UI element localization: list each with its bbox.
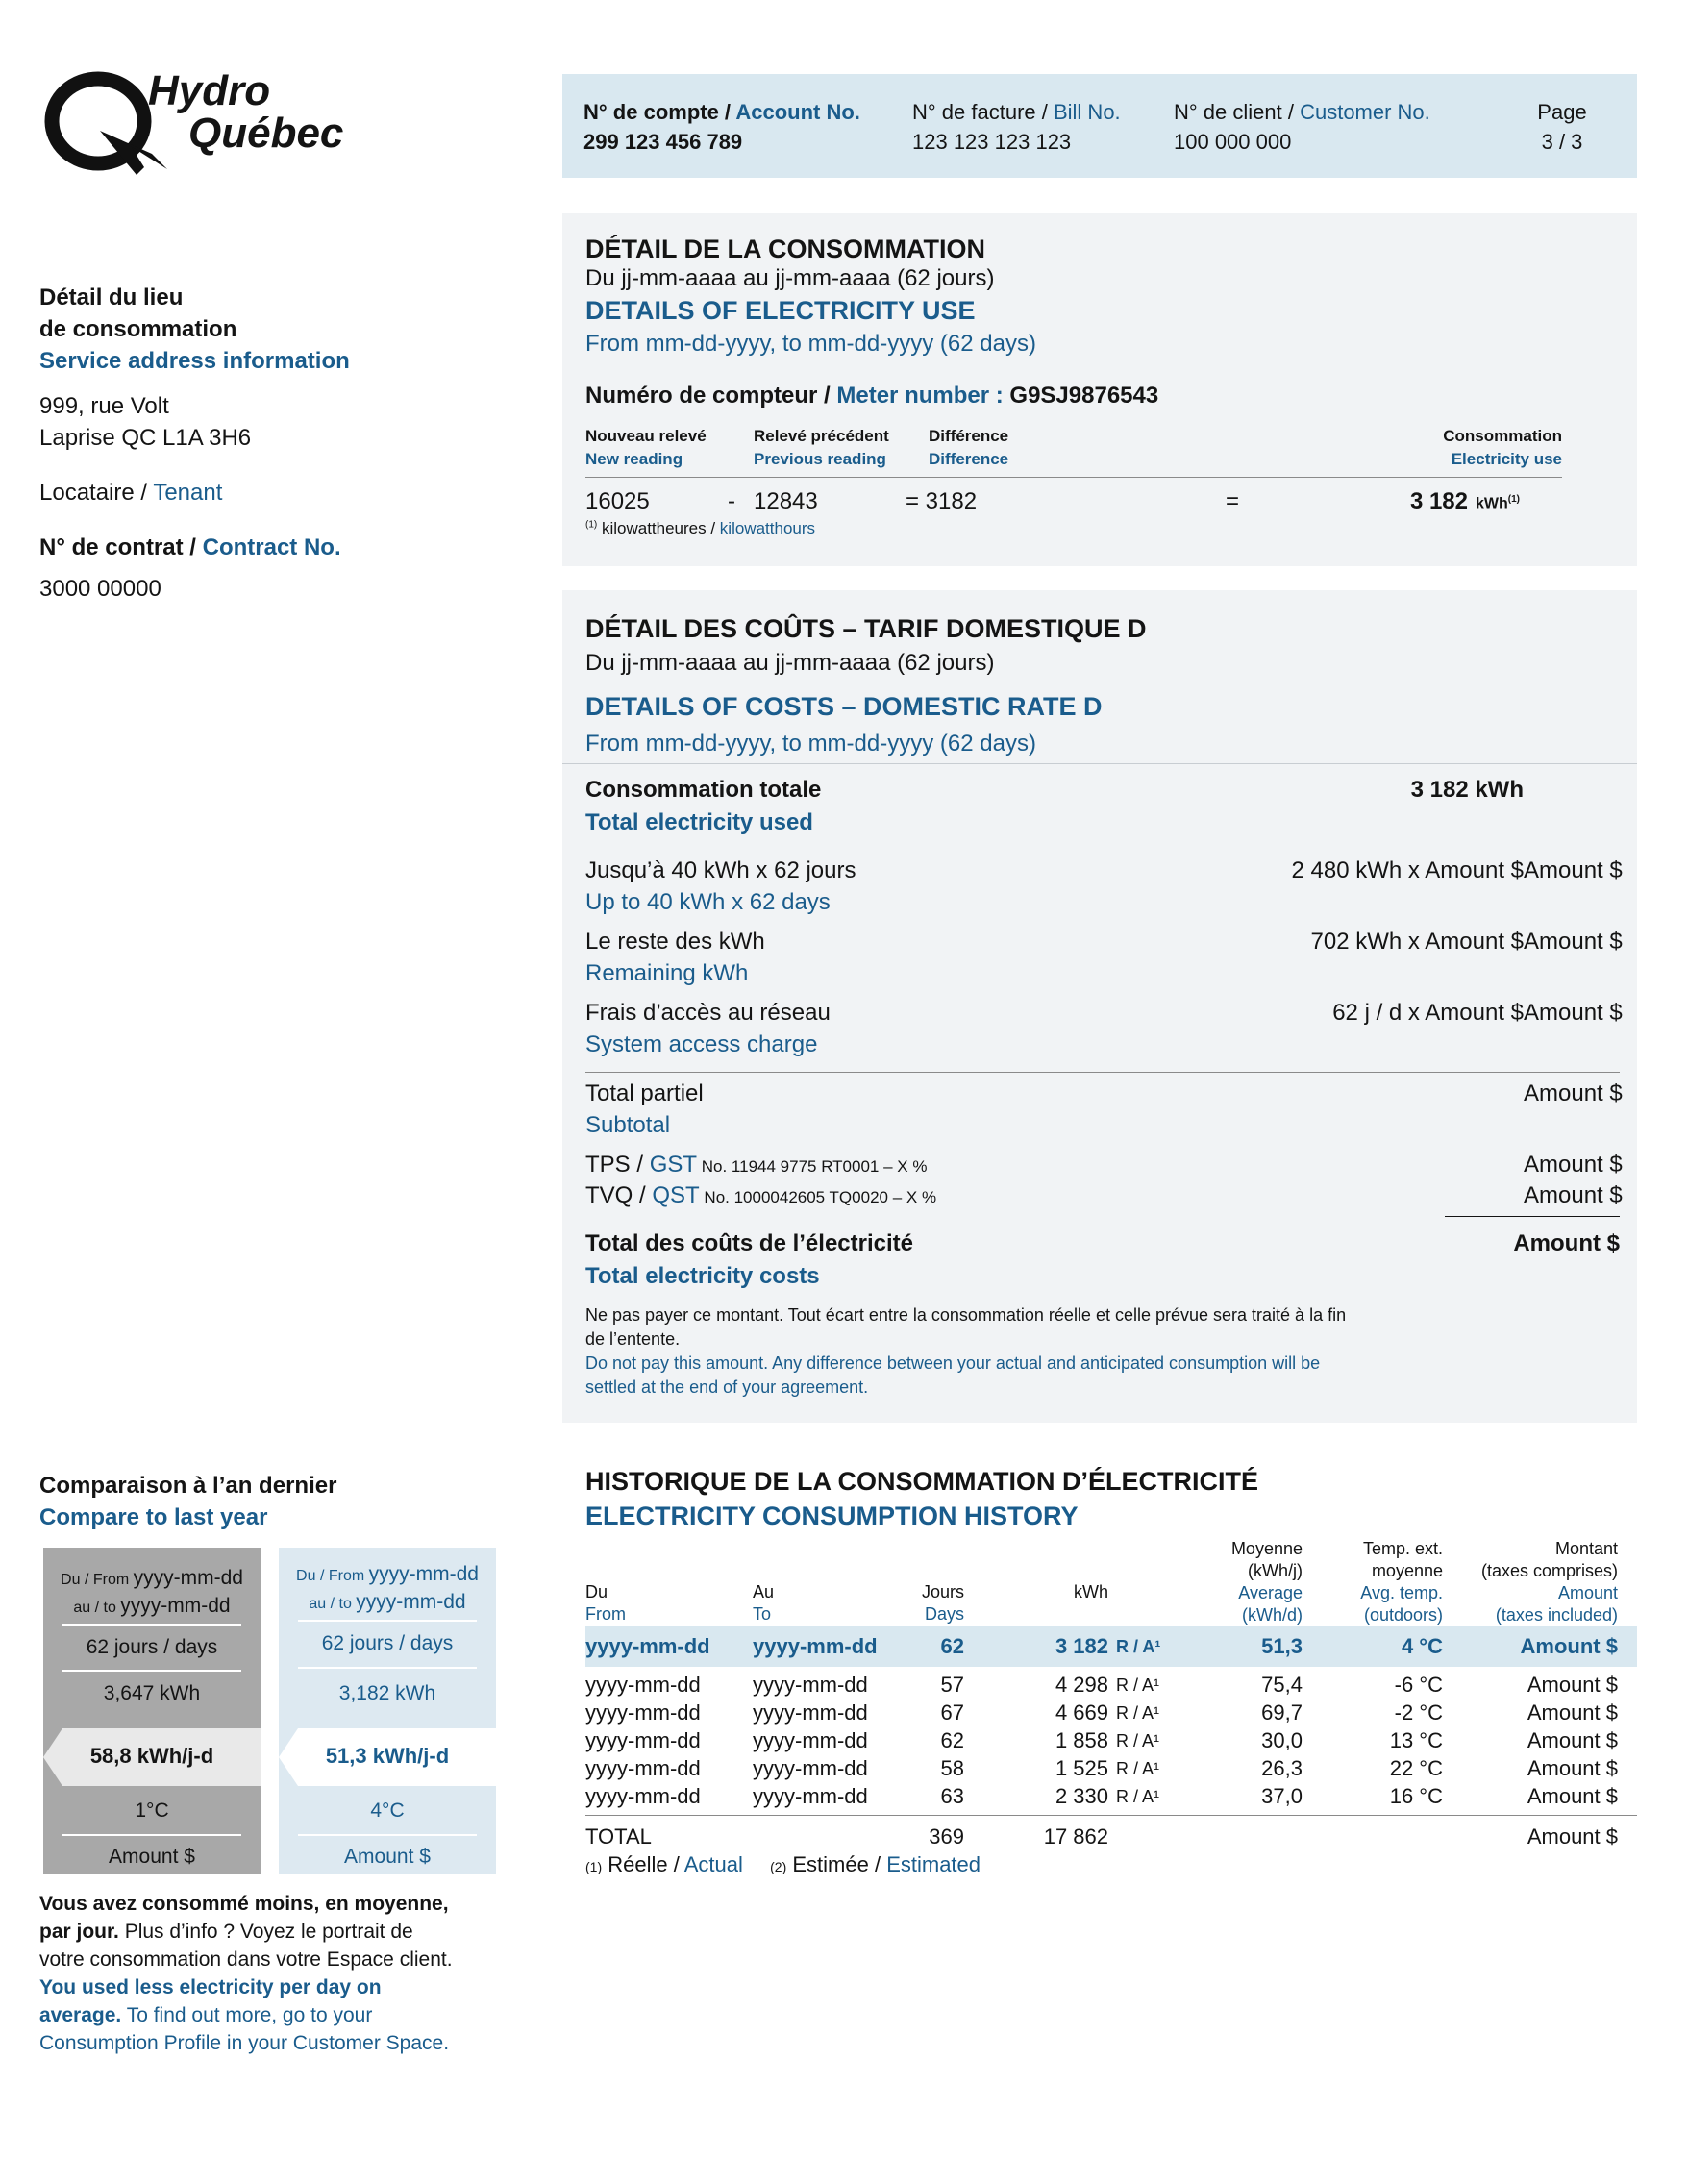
- difference-value: = 3182: [906, 488, 978, 514]
- compare-message: [39, 1890, 453, 2057]
- col-previous-reading-en: Previous reading: [754, 450, 886, 468]
- compare-title: [39, 1470, 336, 1533]
- gst-label-fr: TPS /: [585, 1152, 650, 1178]
- cost-row-3-calc: 62 j / d x Amount $: [1332, 1000, 1524, 1026]
- row-days: 62: [940, 1728, 964, 1752]
- row-to: yyyy-mm-dd: [753, 1673, 868, 1697]
- row-temp: -2 °C: [1394, 1700, 1443, 1725]
- service-title-en: Service address information: [39, 348, 350, 374]
- cost-row-3-en: System access charge: [585, 1031, 818, 1057]
- row-to: yyyy-mm-dd: [753, 1756, 868, 1780]
- qst-label-en: QST: [652, 1182, 700, 1208]
- col-amount: [1451, 1538, 1618, 1626]
- row-from: yyyy-mm-dd: [585, 1784, 701, 1808]
- col-temp-en-1: Avg. temp.: [1360, 1583, 1443, 1602]
- col-days-fr: Jours: [921, 1582, 964, 1601]
- cost-disclaimer: [585, 1303, 1346, 1400]
- total-label: TOTAL: [585, 1824, 652, 1849]
- costs-period-fr: Du jj-mm-aaaa au jj-mm-aaaa (62 jours): [585, 650, 995, 676]
- gst-line: [585, 1152, 927, 1179]
- history-legend: [585, 1852, 981, 1877]
- row-to: yyyy-mm-dd: [753, 1728, 868, 1752]
- row-from: yyyy-mm-dd: [585, 1756, 701, 1780]
- last-period: [43, 1565, 261, 1621]
- gst-label-en: GST: [649, 1152, 698, 1178]
- msg-en-bold-1: You used less electricity per day on: [39, 1976, 382, 1998]
- col-amt-en-2: (taxes included): [1495, 1605, 1618, 1625]
- col-days: [833, 1581, 964, 1626]
- current-days: 62 jours / days: [321, 1632, 454, 1654]
- col-temp-en-2: (outdoors): [1363, 1605, 1443, 1625]
- cost-row-2-fr: Le reste des kWh: [585, 929, 765, 955]
- bill-label-fr: N° de facture /: [912, 100, 1054, 124]
- cost-row-1-amount: Amount $: [1524, 857, 1623, 883]
- col-avg-fr-2: (kWh/j): [1248, 1561, 1303, 1580]
- subtotal-label-fr: Total partiel: [585, 1080, 704, 1106]
- row-amount: Amount $: [1527, 1700, 1618, 1725]
- costs-period-en: From mm-dd-yyyy, to mm-dd-yyyy (62 days): [585, 731, 1036, 757]
- row-ra: R / A¹: [1116, 1787, 1160, 1806]
- last-kwh: 3,647 kWh: [103, 1682, 201, 1704]
- total-days: 369: [929, 1824, 964, 1849]
- row-amount: Amount $: [1527, 1728, 1618, 1752]
- total-divider: [1445, 1216, 1620, 1217]
- row-days: 63: [940, 1784, 964, 1808]
- row-avg: 30,0: [1261, 1728, 1303, 1752]
- contract-label-fr: N° de contrat /: [39, 534, 203, 560]
- col-difference-fr: Différence: [929, 427, 1009, 445]
- current-avg: 51,3: [1261, 1634, 1303, 1658]
- col-amt-fr-1: Montant: [1554, 1539, 1618, 1558]
- col-days-en: Days: [924, 1604, 964, 1624]
- history-current-row: [585, 1626, 1637, 1667]
- subtotal-amount: Amount $: [1524, 1080, 1623, 1106]
- last-days: 62 jours / days: [86, 1636, 218, 1658]
- col-avg-fr-1: Moyenne: [1230, 1539, 1303, 1558]
- disclaimer-en-1: Do not pay this amount. Any difference between your actual and anticipated consumption will be: [585, 1353, 1321, 1373]
- row-avg: 26,3: [1261, 1756, 1303, 1780]
- current-days: 62: [940, 1634, 964, 1658]
- col-to-fr: Au: [753, 1582, 775, 1601]
- current-kwh: 3 182: [1055, 1634, 1108, 1658]
- service-address-section: [39, 282, 350, 605]
- msg-fr-2: Plus d’info ? Voyez le portrait de: [118, 1921, 413, 1943]
- col-amt-fr-2: (taxes comprises): [1480, 1561, 1618, 1580]
- col-from-fr: Du: [585, 1582, 608, 1601]
- cost-row-1-en: Up to 40 kWh x 62 days: [585, 889, 831, 915]
- divider: [62, 1624, 241, 1626]
- col-difference-en: Difference: [929, 450, 1009, 468]
- legend-1-mark: (1): [585, 1859, 603, 1874]
- total-kwh: 17 862: [1043, 1824, 1108, 1849]
- legend-2-fr: Estimée /: [786, 1852, 887, 1876]
- row-kwh: 4 298: [1055, 1673, 1108, 1697]
- meter-table-divider: [585, 477, 1562, 478]
- col-amt-en-1: Amount: [1557, 1583, 1618, 1602]
- total-costs-label-fr: Total des coûts de l’électricité: [585, 1230, 913, 1256]
- qst-number: No. 1000042605 TQ0020 – X %: [699, 1188, 937, 1206]
- row-temp: -6 °C: [1394, 1673, 1443, 1697]
- customer-label-fr: N° de client /: [1174, 100, 1301, 124]
- equals-sign: =: [1226, 488, 1240, 514]
- new-reading-value: 16025: [585, 488, 650, 514]
- address-line-2: Laprise QC L1A 3H6: [39, 425, 252, 451]
- cost-row-3-amount: Amount $: [1524, 1000, 1623, 1026]
- current-from-label: Du / From: [296, 1568, 369, 1584]
- footnote-en: kilowatthours: [719, 519, 816, 537]
- usage-details-panel: [562, 213, 1637, 566]
- qst-label-fr: TVQ /: [585, 1182, 653, 1208]
- current-to-date: yyyy-mm-dd: [356, 1591, 466, 1613]
- history-total-row: [585, 1824, 1637, 1852]
- usage-period-fr: Du jj-mm-aaaa au jj-mm-aaaa (62 jours): [585, 265, 995, 291]
- total-use-value: 3 182 kWh: [1410, 777, 1524, 803]
- consumption-unit: [1476, 494, 1520, 512]
- msg-en-3: Consumption Profile in your Customer Space.: [39, 2032, 450, 2054]
- subtotal-label-en: Subtotal: [585, 1112, 671, 1138]
- row-amount: Amount $: [1527, 1784, 1618, 1808]
- col-previous-reading-fr: Relevé précédent: [754, 427, 889, 445]
- current-ra: R / A¹: [1116, 1637, 1161, 1656]
- previous-reading-value: 12843: [754, 488, 818, 514]
- last-to-date: yyyy-mm-dd: [120, 1595, 231, 1617]
- tenant-label-en: Tenant: [153, 480, 223, 506]
- qst-amount: Amount $: [1524, 1182, 1623, 1208]
- account-number: 299 123 456 789: [583, 130, 743, 154]
- col-avg-en-1: Average: [1238, 1583, 1303, 1602]
- account-header: [562, 74, 1637, 178]
- last-amount: Amount $: [109, 1846, 195, 1868]
- current-from-date: yyyy-mm-dd: [368, 1563, 479, 1585]
- history-title-fr: HISTORIQUE DE LA CONSOMMATION D’ÉLECTRICITÉ: [585, 1467, 1259, 1496]
- msg-en-bold-2: average.: [39, 2004, 122, 2026]
- meter-label-fr: Numéro de compteur /: [585, 383, 837, 409]
- legend-2-en: Estimated: [886, 1852, 981, 1876]
- compare-last-year-column: [43, 1548, 261, 1874]
- row-avg: 75,4: [1261, 1673, 1303, 1697]
- current-amount: Amount $: [344, 1846, 431, 1868]
- unit-note: (1): [1507, 494, 1521, 505]
- history-row: [585, 1784, 1637, 1812]
- customer-number: 100 000 000: [1174, 130, 1292, 154]
- cost-row-1-fr: Jusqu’à 40 kWh x 62 jours: [585, 857, 856, 883]
- col-temperature: [1316, 1538, 1443, 1626]
- history-row: [585, 1673, 1637, 1700]
- row-kwh: 1 858: [1055, 1728, 1108, 1752]
- meter-label-en: Meter number :: [836, 383, 1010, 409]
- bill-number: 123 123 123 123: [912, 130, 1072, 154]
- col-new-reading-fr: Nouveau relevé: [585, 427, 707, 445]
- minus-sign: -: [728, 488, 735, 514]
- divider: [298, 1834, 477, 1836]
- row-ra: R / A¹: [1116, 1703, 1160, 1723]
- col-difference: [929, 425, 1008, 471]
- legend-2-mark: (2): [770, 1859, 787, 1874]
- meter-number: G9SJ9876543: [1009, 383, 1159, 409]
- contract-number: 3000 00000: [39, 576, 161, 602]
- divider: [298, 1667, 477, 1669]
- row-ra: R / A¹: [1116, 1759, 1160, 1778]
- costs-header-divider: [562, 763, 1637, 764]
- current-temp: 4 °C: [1401, 1634, 1443, 1658]
- history-row: [585, 1700, 1637, 1728]
- msg-en-2: To find out more, go to your: [121, 2004, 373, 2026]
- history-row: [585, 1728, 1637, 1756]
- row-amount: Amount $: [1527, 1756, 1618, 1780]
- row-amount: Amount $: [1527, 1673, 1618, 1697]
- total-amount: Amount $: [1527, 1824, 1618, 1849]
- row-kwh: 1 525: [1055, 1756, 1108, 1780]
- col-previous-reading: [754, 425, 889, 471]
- current-amount: Amount $: [1520, 1634, 1618, 1658]
- service-title-fr-1: Détail du lieu: [39, 285, 184, 310]
- disclaimer-fr-2: de l’entente.: [585, 1329, 681, 1349]
- row-days: 58: [940, 1756, 964, 1780]
- current-average: 51,3 kWh/j-d: [325, 1744, 450, 1768]
- legend-1-fr: Réelle /: [602, 1852, 684, 1876]
- col-consumption-fr: Consommation: [1443, 427, 1562, 445]
- last-average: 58,8 kWh/j-d: [89, 1744, 214, 1768]
- total-use-label-en: Total electricity used: [585, 809, 813, 835]
- row-to: yyyy-mm-dd: [753, 1784, 868, 1808]
- unit-kwh: kWh: [1476, 495, 1508, 512]
- row-days: 57: [940, 1673, 964, 1697]
- total-costs-label-en: Total electricity costs: [585, 1263, 820, 1289]
- col-temp-fr-1: Temp. ext.: [1362, 1539, 1443, 1558]
- cost-details-panel: [562, 590, 1637, 1423]
- cost-row-2-en: Remaining kWh: [585, 960, 749, 986]
- logo-hydro-text: Hydro: [148, 67, 271, 114]
- cost-row-2-calc: 702 kWh x Amount $: [1310, 929, 1524, 955]
- row-ra: R / A¹: [1116, 1731, 1160, 1750]
- col-kwh: kWh: [1074, 1582, 1108, 1601]
- costs-title-fr: DÉTAIL DES COÛTS – TARIF DOMESTIQUE D: [585, 614, 1147, 643]
- consumption-value: 3 182: [1409, 488, 1468, 514]
- last-temp: 1°C: [135, 1799, 169, 1822]
- col-consumption: [1370, 425, 1562, 471]
- row-to: yyyy-mm-dd: [753, 1700, 868, 1725]
- bill-label-en: Bill No.: [1053, 100, 1121, 124]
- meter-number-line: [585, 383, 1158, 410]
- history-total-divider: [585, 1815, 1637, 1816]
- footnote-fr: kilowattheures /: [597, 519, 720, 537]
- divider: [62, 1834, 241, 1836]
- col-average: [1162, 1538, 1303, 1626]
- msg-fr-bold-1: Vous avez consommé moins, en moyenne,: [39, 1893, 449, 1915]
- legend-1-en: Actual: [683, 1852, 743, 1876]
- page-label: Page: [1537, 100, 1587, 124]
- compare-current-column: [279, 1548, 496, 1874]
- row-from: yyyy-mm-dd: [585, 1673, 701, 1697]
- cost-row-1-calc: 2 480 kWh x Amount $: [1291, 857, 1524, 883]
- col-from: [585, 1581, 626, 1626]
- usage-title-fr: DÉTAIL DE LA CONSOMMATION: [585, 235, 985, 263]
- compare-title-en: Compare to last year: [39, 1504, 268, 1530]
- last-from-date: yyyy-mm-dd: [133, 1567, 243, 1589]
- col-from-en: From: [585, 1604, 626, 1624]
- last-from-label: Du / From: [61, 1572, 134, 1588]
- current-to-label: au / to: [309, 1596, 357, 1612]
- row-from: yyyy-mm-dd: [585, 1700, 701, 1725]
- last-to-label: au / to: [73, 1600, 121, 1616]
- qst-line: [585, 1182, 936, 1209]
- row-from: yyyy-mm-dd: [585, 1728, 701, 1752]
- row-temp: 16 °C: [1389, 1784, 1443, 1808]
- account-label-fr: N° de compte /: [583, 100, 736, 124]
- current-to: yyyy-mm-dd: [753, 1634, 878, 1658]
- subtotal-divider: [585, 1072, 1620, 1073]
- service-title-fr-2: de consommation: [39, 316, 237, 342]
- col-to: [753, 1581, 774, 1626]
- row-ra: R / A¹: [1116, 1675, 1160, 1695]
- msg-fr-bold-2: par jour.: [39, 1921, 119, 1943]
- cost-row-2-amount: Amount $: [1524, 929, 1623, 955]
- costs-title-en: DETAILS OF COSTS – DOMESTIC RATE D: [585, 692, 1103, 721]
- col-temp-fr-2: moyenne: [1371, 1561, 1443, 1580]
- current-period: [279, 1561, 496, 1617]
- footnote-mark: (1): [585, 519, 598, 531]
- col-avg-en-2: (kWh/d): [1242, 1605, 1303, 1625]
- gst-amount: Amount $: [1524, 1152, 1623, 1178]
- usage-title-en: DETAILS OF ELECTRICITY USE: [585, 296, 976, 325]
- contract-label-en: Contract No.: [202, 534, 341, 560]
- address-line-1: 999, rue Volt: [39, 393, 169, 419]
- col-consumption-en: Electricity use: [1451, 450, 1562, 468]
- disclaimer-fr-1: Ne pas payer ce montant. Tout écart entre la consommation réelle et celle prévue sera traité à la fin: [585, 1305, 1347, 1325]
- tenant-label-fr: Locataire /: [39, 480, 154, 506]
- current-from: yyyy-mm-dd: [585, 1634, 710, 1658]
- divider: [62, 1670, 241, 1672]
- total-use-label-fr: Consommation totale: [585, 777, 822, 803]
- row-temp: 13 °C: [1389, 1728, 1443, 1752]
- customer-label-en: Customer No.: [1300, 100, 1430, 124]
- total-costs-amount: Amount $: [1513, 1230, 1620, 1256]
- row-kwh: 2 330: [1055, 1784, 1108, 1808]
- hydro-quebec-logo: [44, 67, 361, 179]
- row-temp: 22 °C: [1389, 1756, 1443, 1780]
- usage-period-en: From mm-dd-yyyy, to mm-dd-yyyy (62 days): [585, 331, 1036, 357]
- msg-fr-3: votre consommation dans votre Espace client.: [39, 1948, 453, 1971]
- account-label-en: Account No.: [735, 100, 860, 124]
- disclaimer-en-2: settled at the end of your agreement.: [585, 1377, 869, 1397]
- kwh-footnote: [585, 519, 815, 538]
- current-kwh: 3,182 kWh: [338, 1682, 436, 1704]
- col-new-reading-en: New reading: [585, 450, 683, 468]
- history-row: [585, 1756, 1637, 1784]
- divider: [298, 1620, 477, 1622]
- row-kwh: 4 669: [1055, 1700, 1108, 1725]
- compare-title-fr: Comparaison à l’an dernier: [39, 1473, 337, 1499]
- history-title-en: ELECTRICITY CONSUMPTION HISTORY: [585, 1502, 1079, 1530]
- page-number: 3 / 3: [1541, 130, 1583, 154]
- logo-quebec-text: Québec: [188, 110, 344, 157]
- last-average-band: [43, 1728, 261, 1786]
- row-avg: 37,0: [1261, 1784, 1303, 1808]
- row-days: 67: [940, 1700, 964, 1725]
- gst-number: No. 11944 9775 RT0001 – X %: [697, 1157, 928, 1176]
- current-temp: 4°C: [370, 1799, 405, 1822]
- row-avg: 69,7: [1261, 1700, 1303, 1725]
- col-to-en: To: [753, 1604, 772, 1624]
- current-average-band: [279, 1728, 496, 1786]
- col-new-reading: [585, 425, 707, 471]
- cost-row-3-fr: Frais d’accès au réseau: [585, 1000, 831, 1026]
